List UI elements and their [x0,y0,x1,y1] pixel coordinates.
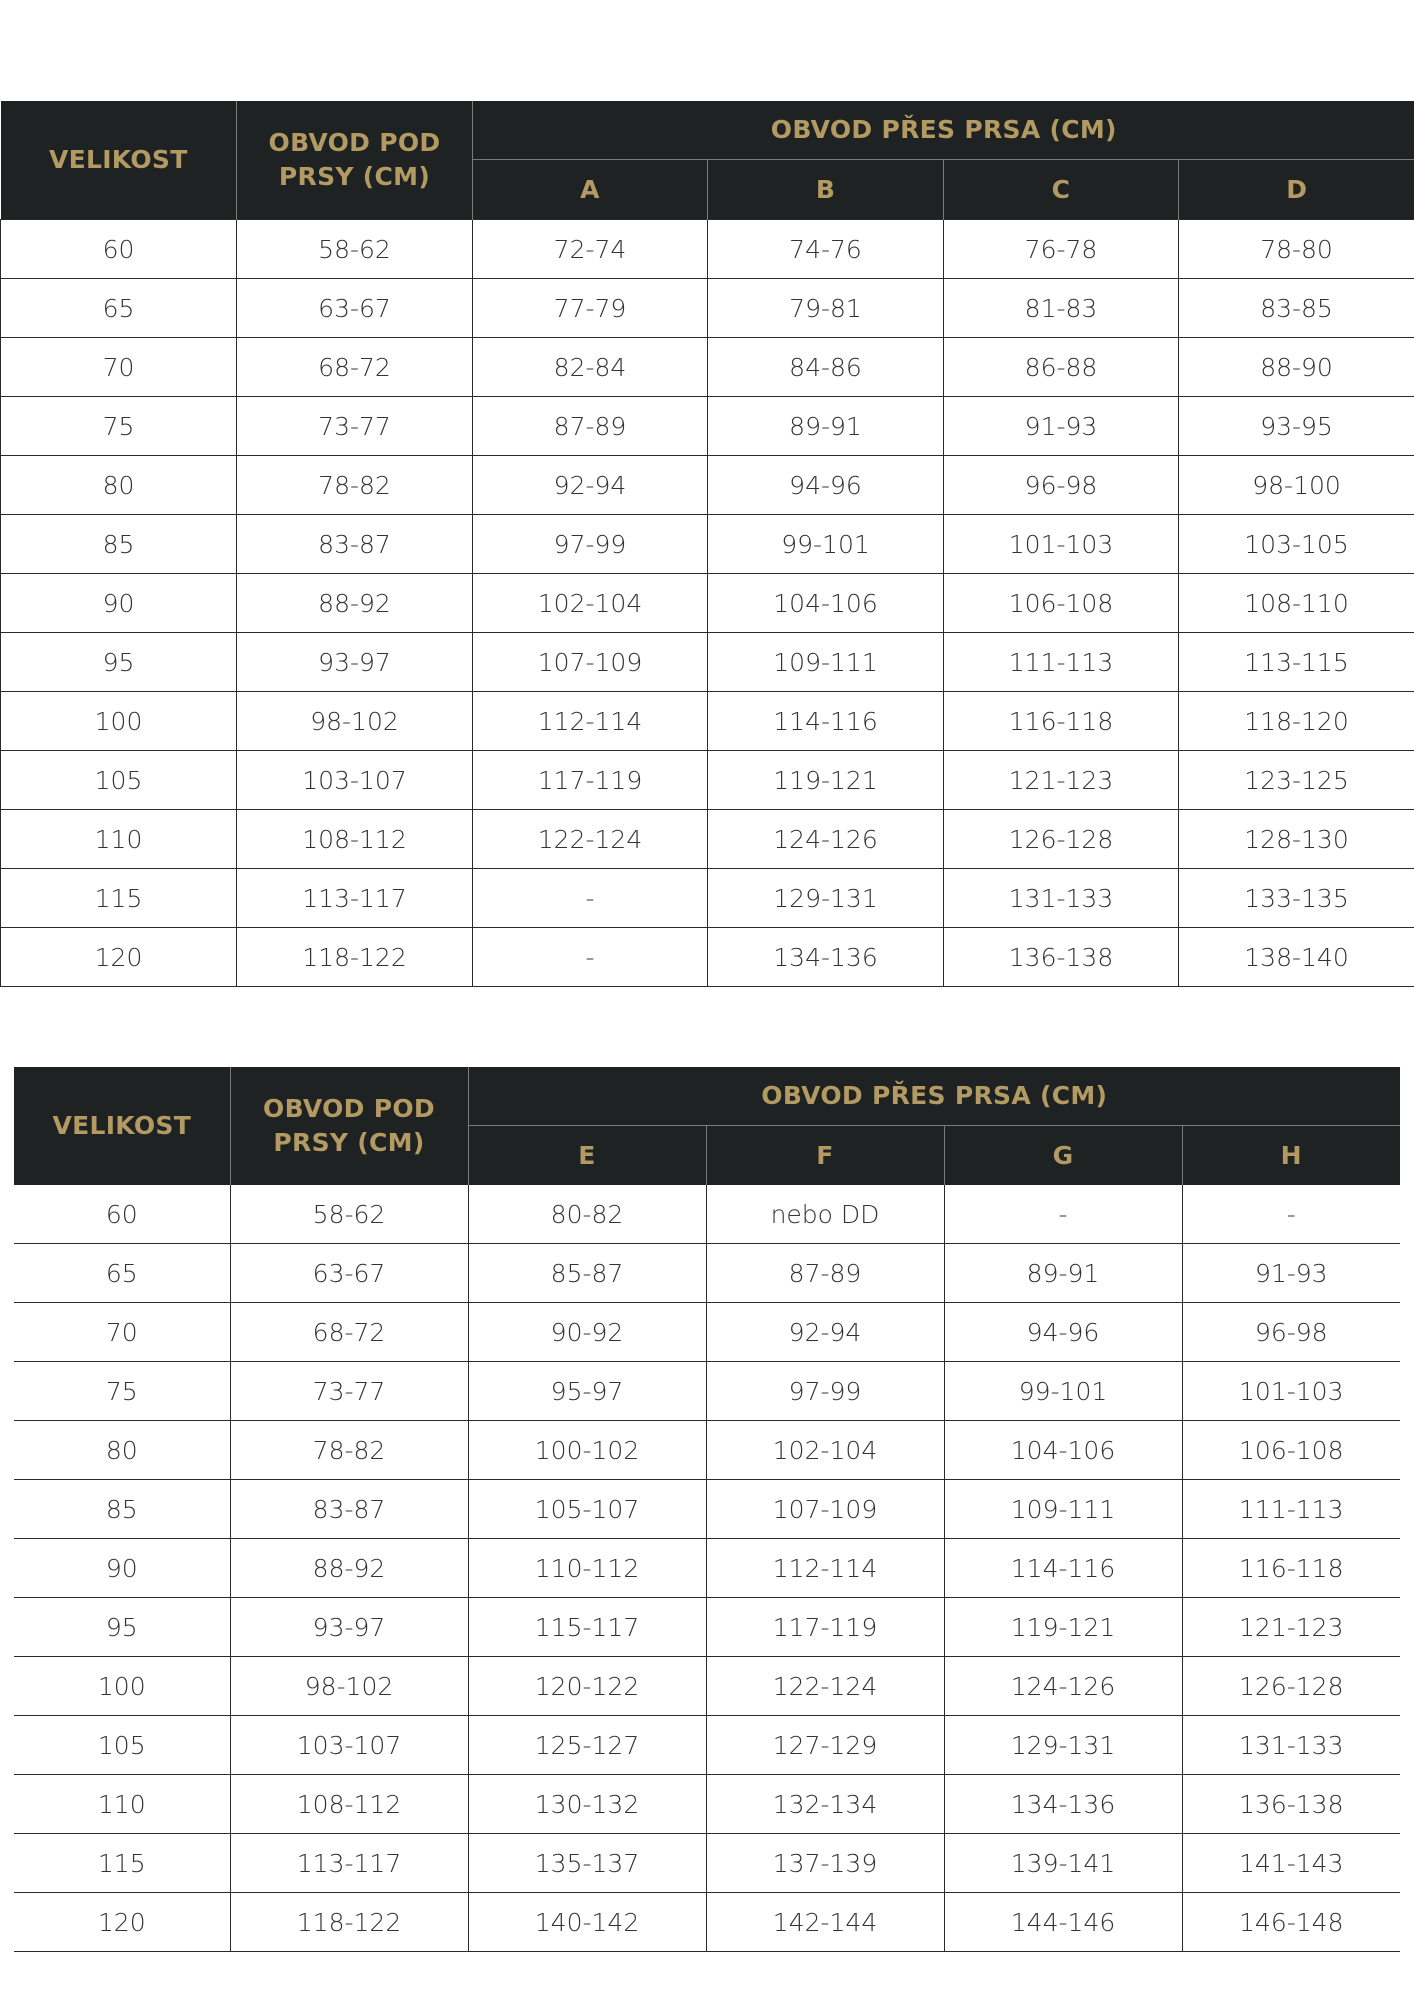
cup-cell: 111-113 [944,633,1179,692]
size-cell: 105 [14,1716,230,1775]
cup-cell: 131-133 [1182,1716,1400,1775]
underbust-cell: 88-92 [230,1539,468,1598]
cup-header-g: G [944,1126,1182,1186]
cup-cell: 81-83 [944,279,1179,338]
size-cell: 110 [14,1775,230,1834]
cup-header-f: F [706,1126,944,1186]
underbust-column-header: OBVOD POD PRSY (CM) [230,1067,468,1185]
cup-cell: 74-76 [708,220,944,279]
underbust-cell: 73-77 [230,1362,468,1421]
cup-cell: 84-86 [708,338,944,397]
table-row [14,1303,1400,1362]
size-table-cups-e-h [14,1067,1400,1952]
size-cell: 70 [1,338,237,397]
cup-cell: 109-111 [708,633,944,692]
cup-cell: 104-106 [708,574,944,633]
size-cell: 75 [1,397,237,456]
cup-cell: 107-109 [473,633,708,692]
underbust-cell: 68-72 [237,338,473,397]
cup-cell: 141-143 [1182,1834,1400,1893]
table-row [1,633,1414,692]
size-cell: 90 [14,1539,230,1598]
cup-cell: 109-111 [944,1480,1182,1539]
size-cell: 120 [1,928,237,987]
cup-cell: 72-74 [473,220,708,279]
size-cell: 60 [1,220,237,279]
cup-cell: 79-81 [708,279,944,338]
size-cell: 110 [1,810,237,869]
cup-cell: 99-101 [708,515,944,574]
table-row [14,1244,1400,1303]
cup-cell: 91-93 [1182,1244,1400,1303]
underbust-cell: 78-82 [230,1421,468,1480]
table-row [1,515,1414,574]
table-row [1,692,1414,751]
cup-cell: 146-148 [1182,1893,1400,1952]
underbust-cell: 68-72 [230,1303,468,1362]
cup-cell: 139-141 [944,1834,1182,1893]
cup-cell: 97-99 [706,1362,944,1421]
cup-cell: 80-82 [468,1185,706,1244]
cup-cell: 119-121 [708,751,944,810]
cup-cell: 95-97 [468,1362,706,1421]
cup-cell: 135-137 [468,1834,706,1893]
cup-cell: 131-133 [944,869,1179,928]
cup-cell: 129-131 [708,869,944,928]
size-cell: 80 [1,456,237,515]
cup-cell: 112-114 [706,1539,944,1598]
underbust-cell: 103-107 [230,1716,468,1775]
cup-header-h: H [1182,1126,1400,1186]
size-cell: 95 [1,633,237,692]
size-cell: 95 [14,1598,230,1657]
cup-cell: 116-118 [944,692,1179,751]
cup-cell: 104-106 [944,1421,1182,1480]
cup-cell: 125-127 [468,1716,706,1775]
cup-cell: 114-116 [708,692,944,751]
cup-cell: 103-105 [1179,515,1414,574]
cup-cell: 85-87 [468,1244,706,1303]
table-row [14,1834,1400,1893]
cup-cell: 137-139 [706,1834,944,1893]
cup-cell: 122-124 [706,1657,944,1716]
cup-cell: 106-108 [944,574,1179,633]
cup-cell: 115-117 [468,1598,706,1657]
cup-cell: 144-146 [944,1893,1182,1952]
cup-cell: 98-100 [1179,456,1414,515]
cup-cell: 136-138 [944,928,1179,987]
size-table-cups-a-d [0,101,1414,987]
cup-cell: 88-90 [1179,338,1414,397]
size-cell: 115 [1,869,237,928]
cup-cell: 134-136 [944,1775,1182,1834]
bust-group-header: OBVOD PŘES PRSA (CM) [468,1067,1400,1126]
underbust-cell: 63-67 [237,279,473,338]
underbust-cell: 88-92 [237,574,473,633]
underbust-cell: 83-87 [230,1480,468,1539]
cup-cell: nebo DD [706,1185,944,1244]
table-body [14,1185,1400,1952]
table-row [1,338,1414,397]
underbust-cell: 118-122 [237,928,473,987]
underbust-cell: 113-117 [230,1834,468,1893]
cup-cell: 89-91 [944,1244,1182,1303]
cup-cell: 106-108 [1182,1421,1400,1480]
cup-cell: 94-96 [944,1303,1182,1362]
size-cell: 85 [1,515,237,574]
table-row [14,1421,1400,1480]
cup-header-c: C [944,160,1179,220]
underbust-cell: 63-67 [230,1244,468,1303]
underbust-cell: 98-102 [237,692,473,751]
table-row [14,1893,1400,1952]
cup-header-b: B [708,160,944,220]
cup-cell: 116-118 [1182,1539,1400,1598]
size-cell: 80 [14,1421,230,1480]
underbust-cell: 108-112 [230,1775,468,1834]
size-cell: 60 [14,1185,230,1244]
table-row [1,279,1414,338]
size-cell: 70 [14,1303,230,1362]
cup-cell: 121-123 [1182,1598,1400,1657]
cup-cell: 91-93 [944,397,1179,456]
size-cell: 115 [14,1834,230,1893]
cup-cell: 126-128 [944,810,1179,869]
cup-cell: - [473,928,708,987]
cup-cell: 90-92 [468,1303,706,1362]
cup-cell: 114-116 [944,1539,1182,1598]
table-row [14,1716,1400,1775]
table-header [14,1067,1400,1185]
table-row [14,1480,1400,1539]
underbust-cell: 93-97 [237,633,473,692]
table-row [14,1362,1400,1421]
cup-cell: 92-94 [706,1303,944,1362]
cup-cell: 107-109 [706,1480,944,1539]
cup-cell: 121-123 [944,751,1179,810]
cup-cell: 110-112 [468,1539,706,1598]
underbust-cell: 83-87 [237,515,473,574]
table-row [14,1775,1400,1834]
cup-cell: 113-115 [1179,633,1414,692]
size-cell: 100 [14,1657,230,1716]
cup-cell: 138-140 [1179,928,1414,987]
underbust-column-header: OBVOD POD PRSY (CM) [237,101,473,220]
cup-cell: 117-119 [706,1598,944,1657]
cup-cell: 87-89 [473,397,708,456]
cup-cell: 93-95 [1179,397,1414,456]
size-cell: 90 [1,574,237,633]
cup-cell: 142-144 [706,1893,944,1952]
table-row [1,751,1414,810]
underbust-cell: 58-62 [230,1185,468,1244]
cup-cell: 120-122 [468,1657,706,1716]
cup-cell: 133-135 [1179,869,1414,928]
cup-header-e: E [468,1126,706,1186]
table-row [14,1185,1400,1244]
cup-cell: - [944,1185,1182,1244]
cup-cell: - [1182,1185,1400,1244]
cup-cell: 101-103 [944,515,1179,574]
cup-cell: 102-104 [706,1421,944,1480]
underbust-cell: 108-112 [237,810,473,869]
cup-header-a: A [473,160,708,220]
size-column-header: VELIKOST [14,1067,230,1185]
table-row [1,574,1414,633]
bust-group-header: OBVOD PŘES PRSA (CM) [473,101,1414,160]
table-row [1,456,1414,515]
underbust-cell: 78-82 [237,456,473,515]
table-row [14,1657,1400,1716]
cup-cell: 140-142 [468,1893,706,1952]
cup-cell: 87-89 [706,1244,944,1303]
table-row [1,220,1414,279]
cup-cell: 117-119 [473,751,708,810]
cup-cell: 136-138 [1182,1775,1400,1834]
underbust-cell: 73-77 [237,397,473,456]
cup-cell: 86-88 [944,338,1179,397]
cup-cell: 134-136 [708,928,944,987]
cup-cell: 129-131 [944,1716,1182,1775]
cup-cell: 83-85 [1179,279,1414,338]
cup-cell: 119-121 [944,1598,1182,1657]
table-row [1,810,1414,869]
table-header [1,101,1414,220]
cup-cell: 123-125 [1179,751,1414,810]
cup-cell: 124-126 [944,1657,1182,1716]
cup-cell: 76-78 [944,220,1179,279]
cup-cell: 124-126 [708,810,944,869]
cup-cell: 96-98 [1182,1303,1400,1362]
size-cell: 65 [14,1244,230,1303]
cup-cell: 108-110 [1179,574,1414,633]
size-column-header: VELIKOST [1,101,237,220]
cup-cell: 105-107 [468,1480,706,1539]
table-row [14,1539,1400,1598]
cup-cell: 112-114 [473,692,708,751]
table-body [1,220,1414,987]
cup-cell: 94-96 [708,456,944,515]
size-cell: 85 [14,1480,230,1539]
cup-cell: 132-134 [706,1775,944,1834]
cup-cell: 102-104 [473,574,708,633]
cup-cell: 89-91 [708,397,944,456]
underbust-cell: 93-97 [230,1598,468,1657]
cup-header-d: D [1179,160,1414,220]
underbust-cell: 118-122 [230,1893,468,1952]
cup-cell: 126-128 [1182,1657,1400,1716]
cup-cell: 127-129 [706,1716,944,1775]
cup-cell: 101-103 [1182,1362,1400,1421]
cup-cell: 77-79 [473,279,708,338]
cup-cell: 130-132 [468,1775,706,1834]
table-row [14,1598,1400,1657]
cup-cell: 78-80 [1179,220,1414,279]
underbust-cell: 98-102 [230,1657,468,1716]
cup-cell: 82-84 [473,338,708,397]
underbust-cell: 58-62 [237,220,473,279]
table-row [1,928,1414,987]
cup-cell: - [473,869,708,928]
cup-cell: 100-102 [468,1421,706,1480]
cup-cell: 96-98 [944,456,1179,515]
table-row [1,397,1414,456]
cup-cell: 92-94 [473,456,708,515]
cup-cell: 122-124 [473,810,708,869]
size-cell: 65 [1,279,237,338]
underbust-cell: 103-107 [237,751,473,810]
cup-cell: 128-130 [1179,810,1414,869]
underbust-cell: 113-117 [237,869,473,928]
size-cell: 105 [1,751,237,810]
size-cell: 120 [14,1893,230,1952]
cup-cell: 111-113 [1182,1480,1400,1539]
cup-cell: 99-101 [944,1362,1182,1421]
cup-cell: 97-99 [473,515,708,574]
size-cell: 100 [1,692,237,751]
table-row [1,869,1414,928]
cup-cell: 118-120 [1179,692,1414,751]
size-cell: 75 [14,1362,230,1421]
